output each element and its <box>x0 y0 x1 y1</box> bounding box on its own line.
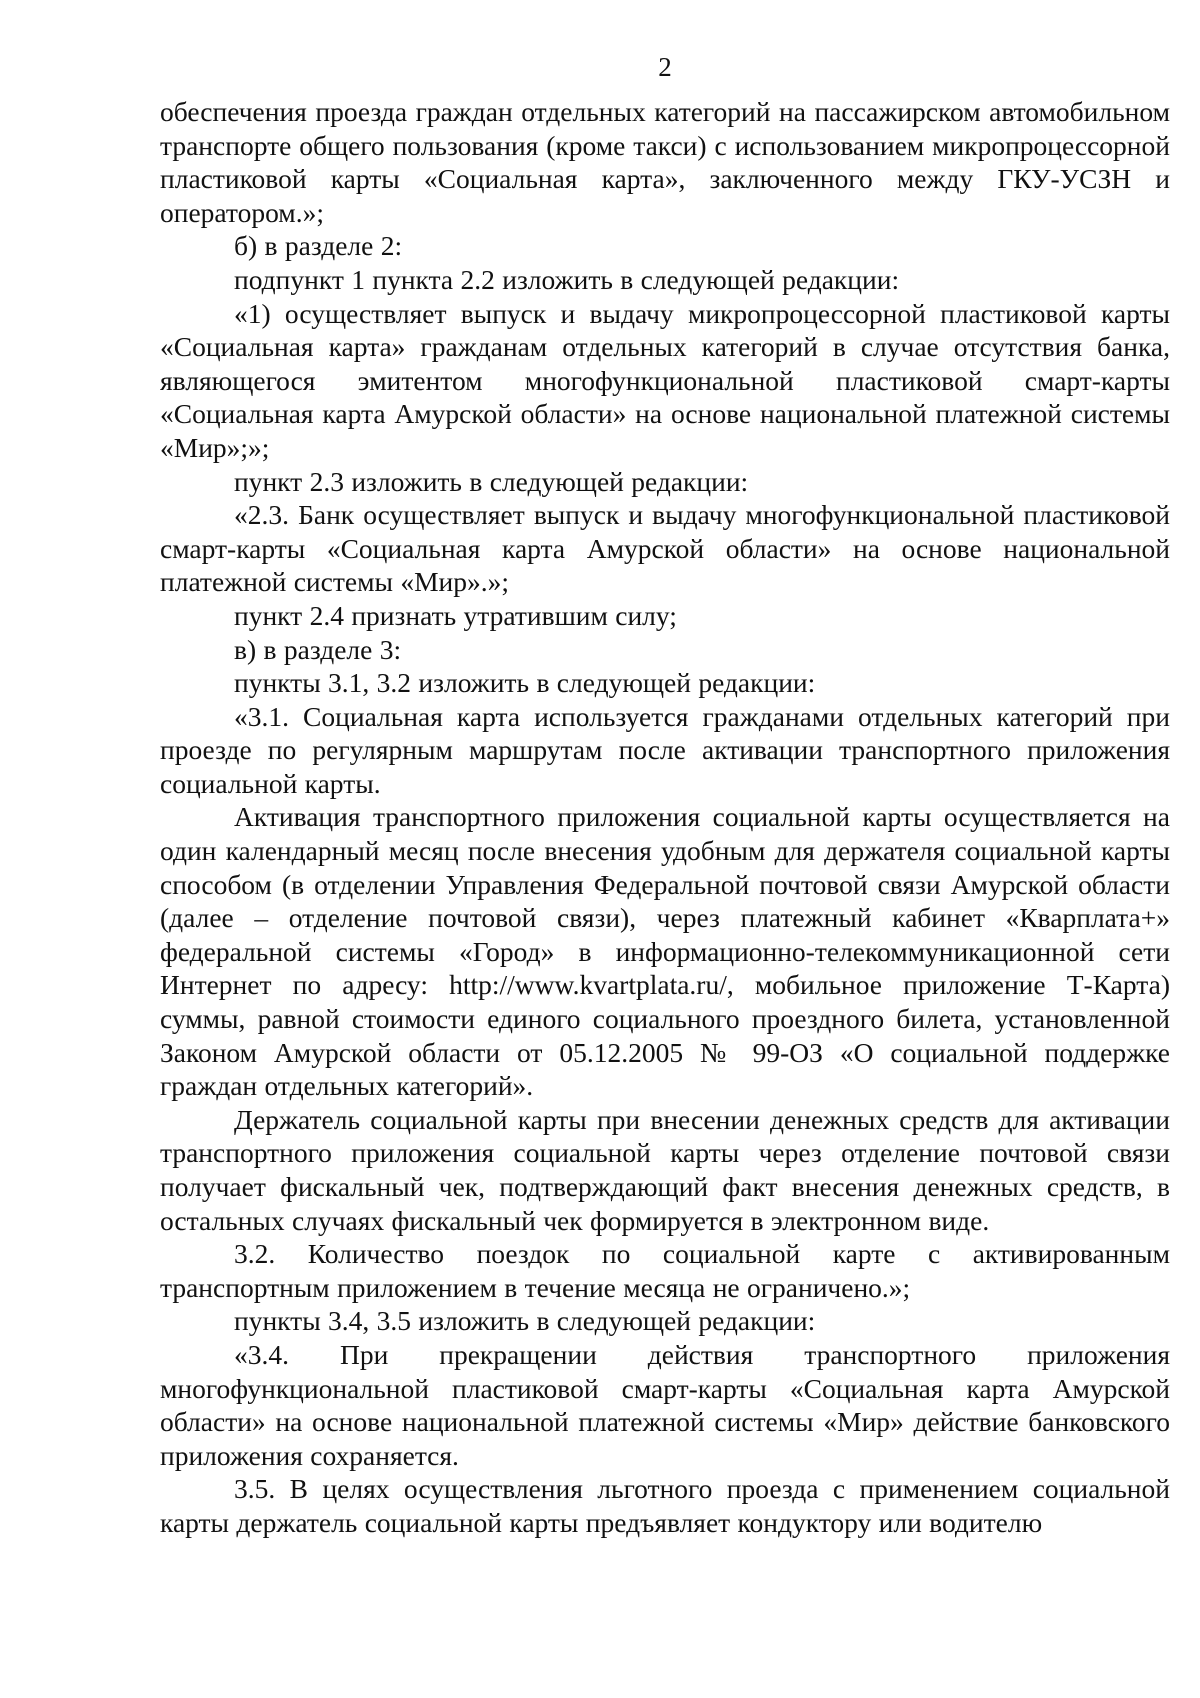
paragraph-quote-3-2: 3.2. Количество поездок по социальной карте с активированным транспортным приложением в течение месяца не ограничено.»; <box>160 1238 1170 1303</box>
paragraph-quote-2-2-1: «1) осуществляет выпуск и выдачу микропроцессорной пластиковой карты «Социальная карта» гражданам отдельных категорий в случае отсутствия банка, являющегося эмитентом многофункциональной пластиковой смарт-карты «Социальная карта Амурской области» на основе национальной платежной системы «Мир»;»; <box>160 297 1170 463</box>
paragraph-amend-3-1-3-2: пункты 3.1, 3.2 изложить в следующей редакции: <box>234 667 816 699</box>
paragraph-fiscal-receipt: Держатель социальной карты при внесении денежных средств для активации транспортного приложения социальной карты через отделение почтовой связи получает фискальный чек, подтверждающий факт внесения денежных средств, в остальных случаях фискальный чек формируется в электронном виде. <box>160 1103 1170 1236</box>
paragraph-section-3-heading: в) в разделе 3: <box>234 633 402 665</box>
paragraph-amend-2-2: подпункт 1 пункта 2.2 изложить в следующей редакции: <box>234 263 900 295</box>
document-page <box>160 0 1170 1698</box>
paragraph-quote-3-5: 3.5. В целях осуществления льготного проезда с применением социальной карты держатель социальной карты предъявляет кондуктору или водителю <box>160 1473 1170 1538</box>
page-number: 2 <box>658 52 672 82</box>
paragraph-continuation: обеспечения проезда граждан отдельных категорий на пассажирском автомобильном транспорте общего пользования (кроме такси) с использованием микропроцессорной пластиковой карты «Социальная карта», заключенного между ГКУ-УСЗН и оператором.»; <box>160 96 1170 228</box>
paragraph-section-2-heading: б) в разделе 2: <box>234 230 403 262</box>
paragraph-quote-3-4: «3.4. При прекращении действия транспортного приложения многофункциональной пластиковой смарт-карты «Социальная карта Амурской области» на основе национальной платежной системы «Мир» действие банковского приложения сохраняется. <box>160 1338 1170 1471</box>
paragraph-quote-3-1: «3.1. Социальная карта используется гражданами отдельных категорий при проезде по регулярным маршрутам после активации транспортного приложения социальной карты. <box>160 700 1170 799</box>
paragraph-repeal-2-4: пункт 2.4 признать утратившим силу; <box>234 599 677 631</box>
paragraph-activation: Активация транспортного приложения социальной карты осуществляется на один календарный месяц после внесения удобным для держателя социальной карты способом (в отделении Управления Федеральной почтовой связи Амурской области (далее – отделение почтовой связи), через платежный кабинет «Кварплата+» федеральной системы «Город» в информационно-телекоммуникационной сети Интернет по адресу: http://www.kvartplata.ru/, мобильное приложение Т-Карта) суммы, равной стоимости единого социального проездного билета, установленной Законом Амурской области от 05.12.2005 № 99-ОЗ «О социальной поддержке граждан отдельных категорий». <box>160 801 1170 1102</box>
paragraph-quote-2-3: «2.3. Банк осуществляет выпуск и выдачу многофункциональной пластиковой смарт-карты «Социальная карта Амурской области» на основе национальной платежной системы «Мир».»; <box>160 499 1170 598</box>
paragraph-amend-3-4-3-5: пункты 3.4, 3.5 изложить в следующей редакции: <box>234 1305 816 1337</box>
document-body <box>160 95 1170 1540</box>
paragraph-amend-2-3: пункт 2.3 изложить в следующей редакции: <box>234 465 749 497</box>
